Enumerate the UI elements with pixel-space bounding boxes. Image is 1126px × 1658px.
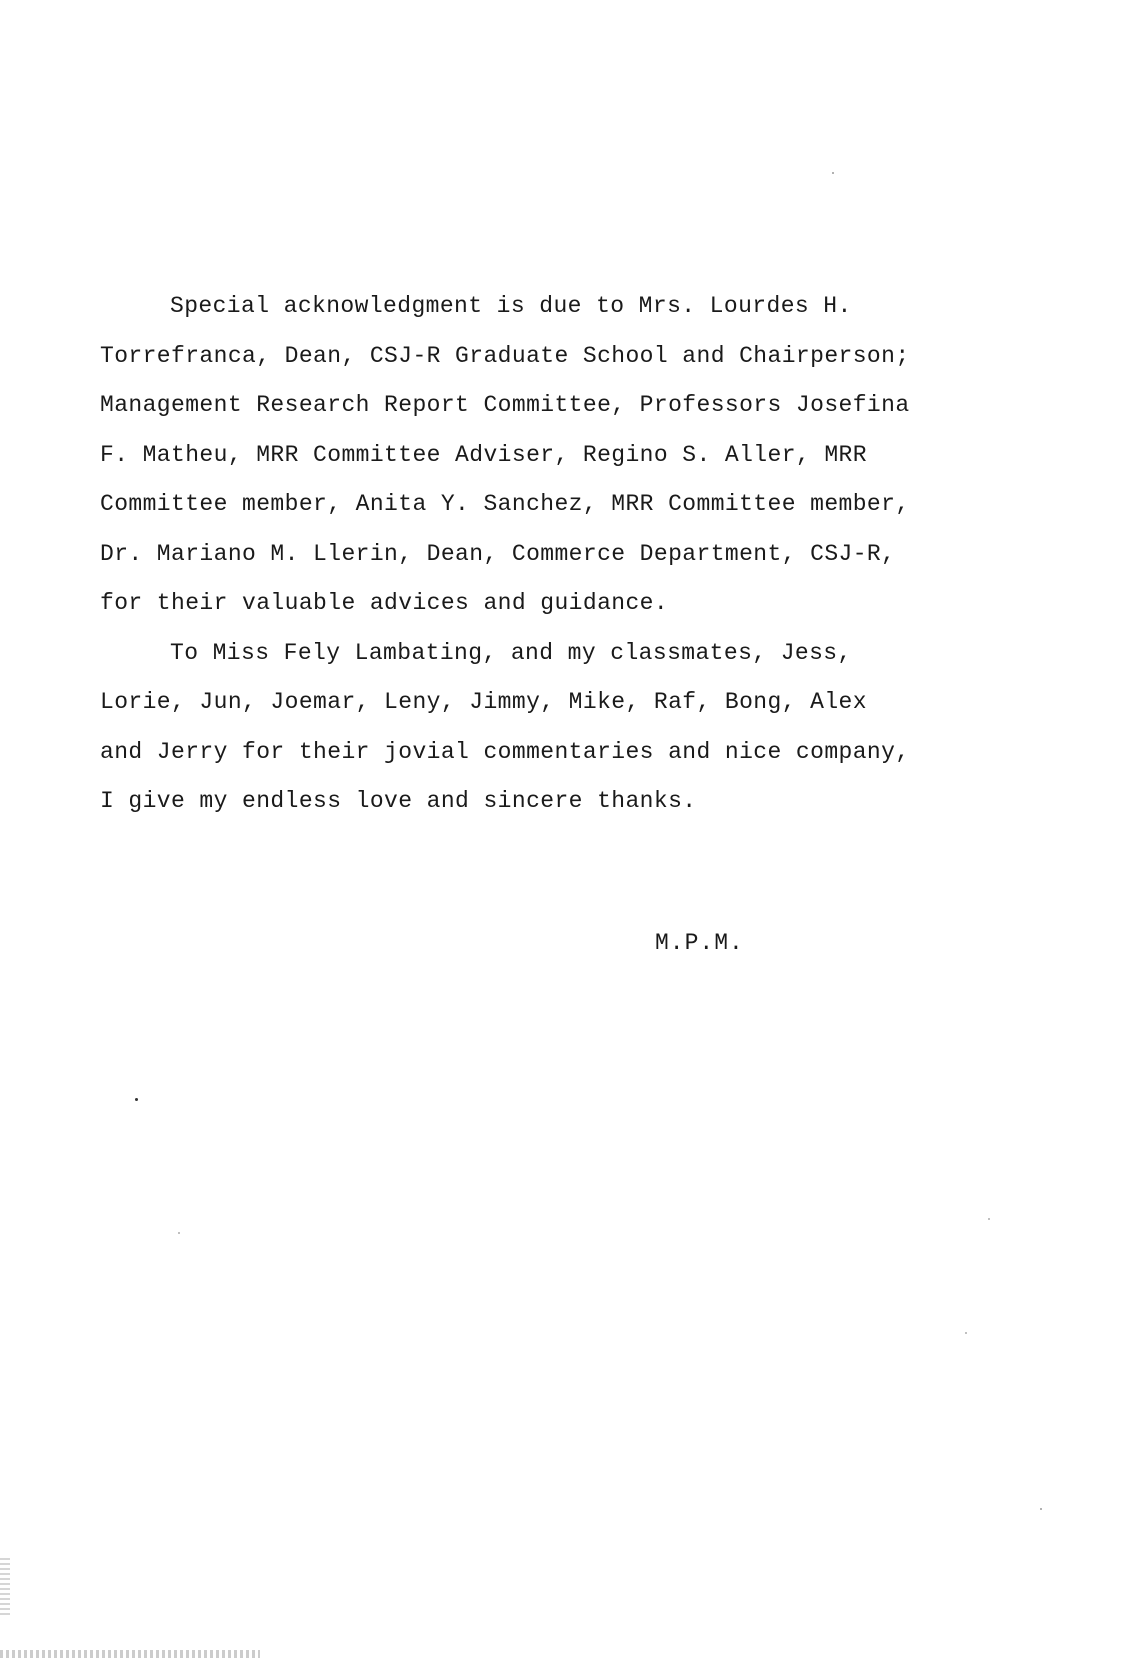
scan-speck: [832, 172, 834, 174]
paragraph-1-line-4: F. Matheu, MRR Committee Adviser, Regino S. Aller, MRR: [100, 441, 867, 468]
scan-edge-artifact: [0, 1558, 10, 1618]
paragraph-1-line-2: Torrefranca, Dean, CSJ-R Graduate School and Chairperson;: [100, 342, 910, 369]
paragraph-1-line-3: Management Research Report Committee, Professors Josefina: [100, 392, 910, 418]
signature-initials: M.P.M.: [655, 930, 744, 956]
paragraph-1-line-5: Committee member, Anita Y. Sanchez, MRR Committee member,: [100, 491, 910, 517]
scan-speck: [135, 1098, 138, 1101]
paragraph-2-line-2: Lorie, Jun, Joemar, Leny, Jimmy, Mike, Raf, Bong, Alex: [100, 689, 867, 715]
acknowledgment-body: [100, 282, 980, 827]
scan-speck: [965, 1332, 967, 1334]
paragraph-1-line-1: Special acknowledgment is due to Mrs. Lourdes H.: [170, 293, 852, 319]
paragraph-2-line-3: and Jerry for their jovial commentaries and nice company,: [100, 738, 910, 765]
paragraph-2-line-4: I give my endless love and sincere thanks.: [100, 788, 697, 814]
scan-speck: [1040, 1508, 1042, 1510]
scan-footer-artifact: [0, 1650, 260, 1658]
paragraph-1-line-7: for their valuable advices and guidance.: [100, 590, 669, 616]
paragraph-2-line-1: To Miss Fely Lambating, and my classmates, Jess,: [170, 639, 852, 666]
paragraph-1-line-6: Dr. Mariano M. Llerin, Dean, Commerce Department, CSJ-R,: [100, 540, 896, 567]
scan-speck: [178, 1232, 180, 1234]
scan-speck: [988, 1218, 990, 1220]
